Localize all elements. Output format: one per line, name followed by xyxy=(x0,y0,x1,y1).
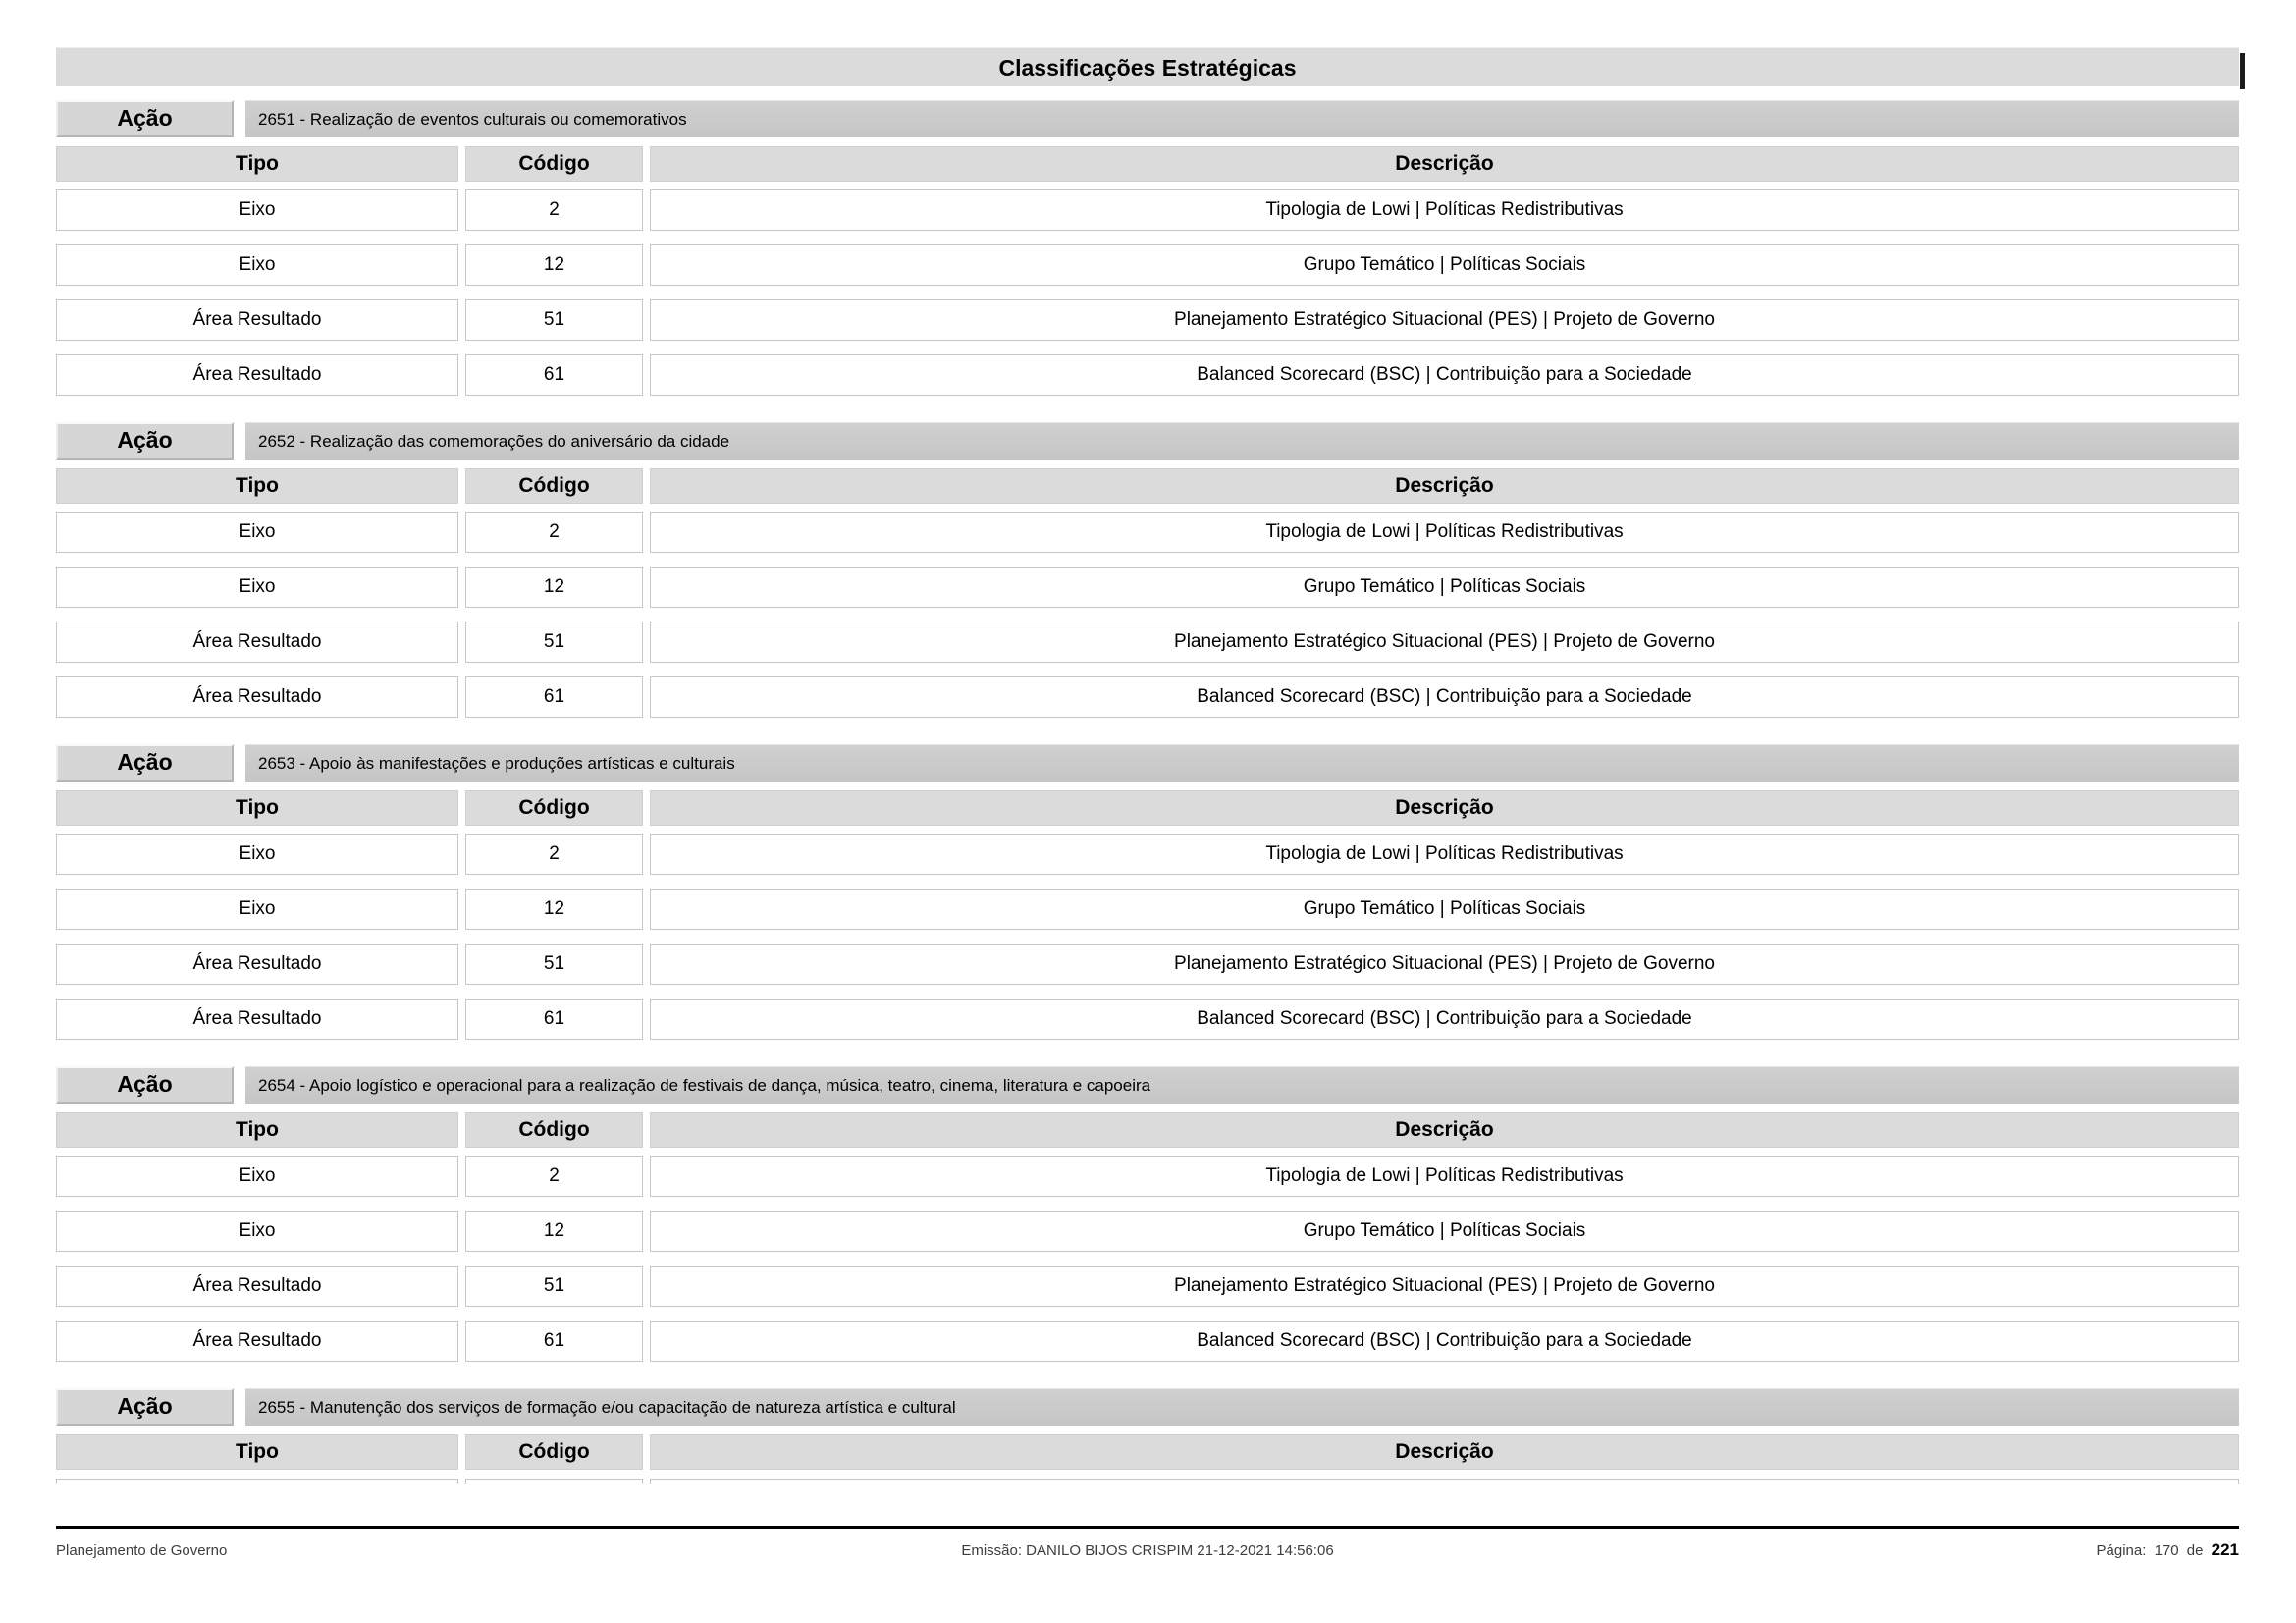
cell-descricao: Balanced Scorecard (BSC) | Contribuição para a Sociedade xyxy=(650,999,2239,1040)
cell-descricao: Planejamento Estratégico Situacional (PES) | Projeto de Governo xyxy=(650,299,2239,341)
cell-tipo: Área Resultado xyxy=(56,999,458,1040)
cell-tipo: Eixo xyxy=(56,189,458,231)
cell-codigo: 61 xyxy=(465,676,643,718)
table-row xyxy=(56,1321,2239,1362)
table-row xyxy=(56,622,2239,663)
cell-descricao: Tipologia de Lowi | Políticas Redistributivas xyxy=(650,189,2239,231)
table-row xyxy=(56,1211,2239,1252)
rows xyxy=(56,1156,2239,1362)
action-title: 2654 - Apoio logístico e operacional para a realização de festivais de dança, música, teatro, cinema, literatura e capoeira xyxy=(245,1066,2239,1104)
footer-emission: Emissão: DANILO BIJOS CRISPIM 21-12-2021 14:56:06 xyxy=(961,1542,1334,1559)
cell-tipo: Eixo xyxy=(56,1211,458,1252)
cell-codigo: 51 xyxy=(465,1266,643,1307)
cell-descricao: Balanced Scorecard (BSC) | Contribuição para a Sociedade xyxy=(650,676,2239,718)
cell-codigo: 61 xyxy=(465,999,643,1040)
rows xyxy=(56,512,2239,718)
cell-codigo: 51 xyxy=(465,622,643,663)
column-header-tipo: Tipo xyxy=(56,1112,458,1148)
cell-tipo: Eixo xyxy=(56,512,458,553)
cell-tipo: Área Resultado xyxy=(56,1321,458,1362)
cell-tipo: Eixo xyxy=(56,1156,458,1197)
column-header-descricao: Descrição xyxy=(650,146,2239,182)
table-header-row xyxy=(56,146,2239,182)
column-header-descricao: Descrição xyxy=(650,790,2239,826)
cell-tipo: Eixo xyxy=(56,834,458,875)
cell-tipo: Área Resultado xyxy=(56,944,458,985)
cell-tipo: Eixo xyxy=(56,244,458,286)
action-section xyxy=(56,1066,2239,1362)
cell-codigo: 12 xyxy=(465,1211,643,1252)
table-row xyxy=(56,676,2239,718)
action-header-row xyxy=(56,1388,2239,1426)
report-page xyxy=(56,47,2239,1484)
page-current: 170 xyxy=(2154,1542,2179,1559)
cell-codigo: 51 xyxy=(465,944,643,985)
action-title: 2652 - Realização das comemorações do aniversário da cidade xyxy=(245,422,2239,460)
table-row xyxy=(56,354,2239,396)
action-header-row xyxy=(56,422,2239,460)
cell-codigo: 61 xyxy=(465,1321,643,1362)
cell-descricao: Balanced Scorecard (BSC) | Contribuição para a Sociedade xyxy=(650,354,2239,396)
action-label: Ação xyxy=(56,1388,234,1426)
column-header-codigo: Código xyxy=(465,1112,643,1148)
cell-tipo: Eixo xyxy=(56,567,458,608)
cell-descricao: Grupo Temático | Políticas Sociais xyxy=(650,244,2239,286)
cell-tipo: Eixo xyxy=(56,889,458,930)
column-header-codigo: Código xyxy=(465,146,643,182)
cell-codigo: 2 xyxy=(465,189,643,231)
cell-codigo: 2 xyxy=(465,512,643,553)
rows xyxy=(56,189,2239,396)
table-row xyxy=(56,944,2239,985)
action-header-row xyxy=(56,100,2239,137)
page-title: Classificações Estratégicas xyxy=(56,47,2239,86)
page-footer xyxy=(56,1541,2239,1560)
table-row xyxy=(56,244,2239,286)
action-section xyxy=(56,744,2239,1040)
cell-codigo: 2 xyxy=(465,1156,643,1197)
table-row xyxy=(56,1156,2239,1197)
cell-descricao: Planejamento Estratégico Situacional (PES) | Projeto de Governo xyxy=(650,622,2239,663)
cell-descricao: Grupo Temático | Políticas Sociais xyxy=(650,889,2239,930)
column-header-tipo: Tipo xyxy=(56,468,458,504)
column-header-codigo: Código xyxy=(465,1434,643,1470)
truncated-cell xyxy=(650,1479,2239,1484)
cell-tipo: Área Resultado xyxy=(56,354,458,396)
table-header-row xyxy=(56,468,2239,504)
truncated-cell xyxy=(56,1479,458,1484)
page-label: Página: xyxy=(2096,1542,2147,1559)
table-row xyxy=(56,1266,2239,1307)
table-row xyxy=(56,189,2239,231)
table-row xyxy=(56,999,2239,1040)
column-header-tipo: Tipo xyxy=(56,1434,458,1470)
action-header-row xyxy=(56,744,2239,782)
table-row xyxy=(56,834,2239,875)
footer-report-name: Planejamento de Governo xyxy=(56,1542,228,1559)
table-row xyxy=(56,512,2239,553)
sections xyxy=(56,100,2239,1484)
page-separator: de xyxy=(2186,1542,2204,1559)
action-label: Ação xyxy=(56,744,234,782)
cell-tipo: Área Resultado xyxy=(56,299,458,341)
action-section xyxy=(56,422,2239,718)
cell-descricao: Planejamento Estratégico Situacional (PES) | Projeto de Governo xyxy=(650,1266,2239,1307)
cell-descricao: Tipologia de Lowi | Políticas Redistributivas xyxy=(650,512,2239,553)
column-header-descricao: Descrição xyxy=(650,1112,2239,1148)
cell-codigo: 51 xyxy=(465,299,643,341)
truncated-row-hint xyxy=(56,1479,2239,1484)
action-section xyxy=(56,100,2239,396)
cell-tipo: Área Resultado xyxy=(56,622,458,663)
cell-descricao: Grupo Temático | Políticas Sociais xyxy=(650,567,2239,608)
cell-descricao: Grupo Temático | Políticas Sociais xyxy=(650,1211,2239,1252)
cell-descricao: Balanced Scorecard (BSC) | Contribuição para a Sociedade xyxy=(650,1321,2239,1362)
cell-tipo: Área Resultado xyxy=(56,1266,458,1307)
column-header-codigo: Código xyxy=(465,790,643,826)
action-title: 2655 - Manutenção dos serviços de formação e/ou capacitação de natureza artística e cultural xyxy=(245,1388,2239,1426)
table-row xyxy=(56,567,2239,608)
cell-descricao: Tipologia de Lowi | Políticas Redistributivas xyxy=(650,1156,2239,1197)
action-label: Ação xyxy=(56,422,234,460)
table-row xyxy=(56,889,2239,930)
action-label: Ação xyxy=(56,100,234,137)
table-header-row xyxy=(56,790,2239,826)
table-header-row xyxy=(56,1434,2239,1470)
action-title: 2651 - Realização de eventos culturais ou comemorativos xyxy=(245,100,2239,137)
action-title: 2653 - Apoio às manifestações e produções artísticas e culturais xyxy=(245,744,2239,782)
table-row xyxy=(56,299,2239,341)
cell-tipo: Área Resultado xyxy=(56,676,458,718)
cell-codigo: 61 xyxy=(465,354,643,396)
column-header-tipo: Tipo xyxy=(56,146,458,182)
action-header-row xyxy=(56,1066,2239,1104)
cell-codigo: 12 xyxy=(465,889,643,930)
column-header-descricao: Descrição xyxy=(650,1434,2239,1470)
cell-codigo: 12 xyxy=(465,244,643,286)
footer-page-number xyxy=(1693,1541,2239,1560)
action-label: Ação xyxy=(56,1066,234,1104)
truncated-cell xyxy=(465,1479,643,1484)
table-header-row xyxy=(56,1112,2239,1148)
cell-codigo: 12 xyxy=(465,567,643,608)
column-header-descricao: Descrição xyxy=(650,468,2239,504)
cell-descricao: Planejamento Estratégico Situacional (PES) | Projeto de Governo xyxy=(650,944,2239,985)
cell-descricao: Tipologia de Lowi | Políticas Redistributivas xyxy=(650,834,2239,875)
page-total: 221 xyxy=(2211,1541,2239,1559)
column-header-tipo: Tipo xyxy=(56,790,458,826)
rows xyxy=(56,834,2239,1040)
footer-divider xyxy=(56,1526,2239,1529)
cell-codigo: 2 xyxy=(465,834,643,875)
column-header-codigo: Código xyxy=(465,468,643,504)
action-section xyxy=(56,1388,2239,1484)
